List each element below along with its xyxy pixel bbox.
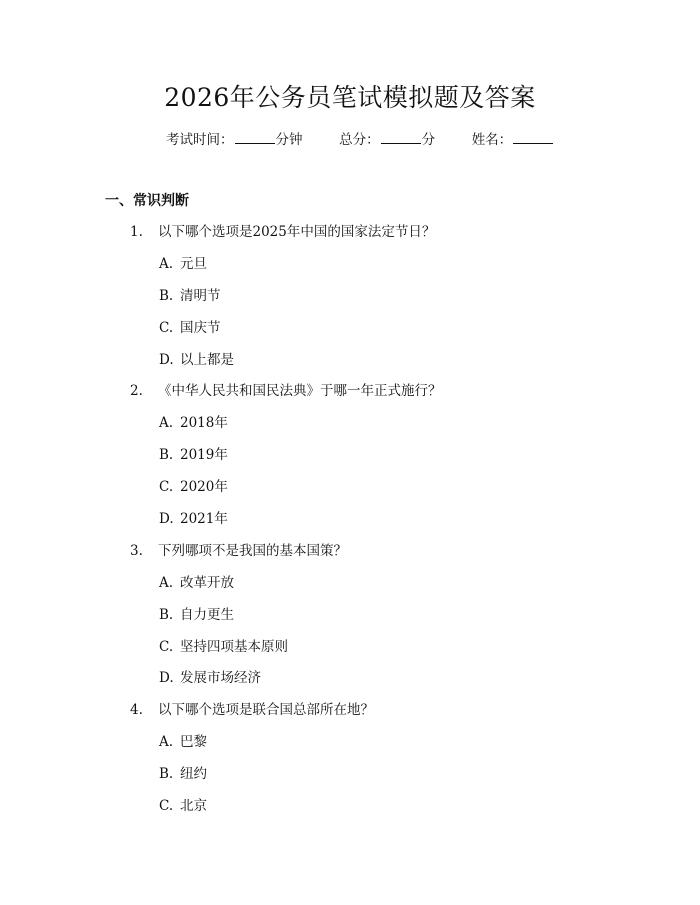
- question-text: 以下哪个选项是2025年中国的国家法定节日？: [158, 224, 436, 240]
- option-text: 2020年: [180, 479, 228, 496]
- option-letter: A.: [159, 734, 174, 751]
- option-text: 以上都是: [180, 351, 234, 368]
- option-text: 清明节: [180, 287, 221, 304]
- option-letter: D.: [159, 511, 174, 528]
- question-text: 《中华人民共和国民法典》于哪一年正式施行？: [158, 383, 442, 400]
- name-field: [472, 130, 555, 150]
- option-item: [0, 254, 700, 286]
- option-text: 巴黎: [180, 734, 207, 751]
- option-text: 北京: [180, 798, 207, 815]
- question-item: [0, 541, 700, 573]
- option-item: [0, 286, 700, 318]
- option-text: 2018年: [180, 415, 228, 432]
- page-title: 2026年公务员笔试模拟题及答案: [164, 83, 536, 112]
- option-item: [0, 318, 700, 350]
- name-blank: [513, 130, 553, 144]
- option-item: [0, 605, 700, 637]
- name-label: 姓名：: [471, 132, 513, 148]
- option-item: [0, 413, 700, 445]
- option-text: 纽约: [180, 766, 207, 783]
- total-score-unit: 分: [421, 132, 436, 148]
- option-item: [0, 764, 700, 796]
- option-letter: C.: [159, 479, 174, 496]
- question-item: [0, 381, 700, 413]
- option-item: [0, 477, 700, 509]
- option-text: 坚持四项基本原则: [180, 638, 288, 655]
- option-item: [0, 637, 700, 669]
- option-item: [0, 350, 700, 382]
- option-letter: C.: [159, 638, 174, 655]
- option-letter: D.: [159, 670, 174, 687]
- option-letter: C.: [159, 319, 174, 336]
- section-title: 一、常识判断: [105, 193, 189, 209]
- option-letter: D.: [159, 351, 174, 368]
- option-item: [0, 573, 700, 605]
- option-text: 国庆节: [180, 319, 221, 336]
- question-number: 2.: [130, 383, 143, 400]
- exam-time-label: 考试时间：: [166, 132, 234, 148]
- option-text: 2021年: [180, 511, 228, 528]
- question-text: 以下哪个选项是联合国总部所在地？: [158, 702, 374, 719]
- option-letter: C.: [159, 798, 174, 815]
- question-item: [0, 222, 700, 254]
- total-score-blank: [381, 130, 421, 144]
- option-letter: B.: [159, 287, 174, 304]
- option-letter: A.: [159, 574, 174, 591]
- exam-time-blank: [235, 130, 275, 144]
- option-item: [0, 796, 700, 828]
- option-letter: A.: [159, 255, 174, 272]
- question-number: 1.: [130, 224, 143, 240]
- option-letter: B.: [159, 606, 174, 623]
- question-item: [0, 700, 700, 732]
- option-item: [0, 732, 700, 764]
- exam-meta: [166, 130, 554, 150]
- total-score-field: [339, 130, 435, 150]
- option-item: [0, 668, 700, 700]
- option-text: 2019年: [180, 447, 228, 464]
- option-text: 发展市场经济: [180, 670, 261, 687]
- option-letter: A.: [159, 415, 174, 432]
- option-item: [0, 445, 700, 477]
- exam-time-unit: 分钟: [275, 132, 303, 148]
- question-number: 3.: [130, 542, 143, 559]
- option-text: 元旦: [180, 255, 207, 272]
- option-item: [0, 509, 700, 541]
- question-number: 4.: [130, 702, 143, 719]
- question-text: 下列哪项不是我国的基本国策？: [158, 542, 347, 559]
- exam-time-field: [166, 130, 303, 150]
- option-text: 自力更生: [180, 606, 234, 623]
- option-letter: B.: [159, 447, 174, 464]
- total-score-label: 总分：: [339, 132, 380, 148]
- option-text: 改革开放: [180, 574, 234, 591]
- option-letter: B.: [159, 766, 174, 783]
- question-list: [0, 222, 700, 828]
